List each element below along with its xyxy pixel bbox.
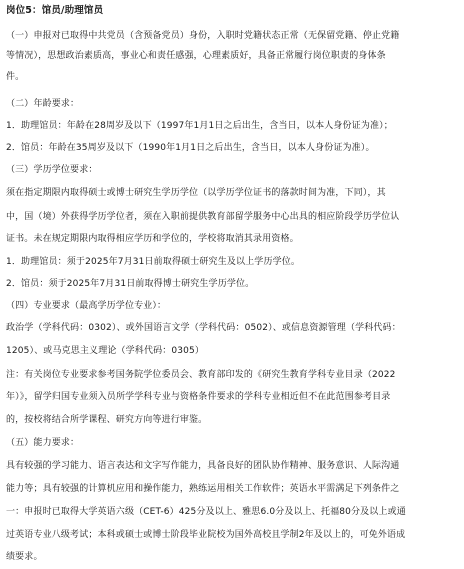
doc-line: 证书。未在规定期限内取得相应学历和学位的，学校将取消其录用资格。	[6, 234, 299, 244]
doc-line: 注：有关岗位专业要求参考国务院学位委员会、教育部印发的《研究生教育学科专业目录（2022	[6, 370, 396, 380]
doc-line: 过英语专业八级考试；本科或硕士或博士阶段毕业院校为国外高校且学制2年及以上的，可免外语成	[6, 530, 406, 540]
doc-line: 件。	[6, 72, 25, 82]
doc-line: 1．助理馆员：须于2025年7月31日前取得硕士研究生及以上学历学位。	[6, 257, 301, 267]
doc-line: （一）申报对已取得中共党员（含预备党员）身份，入职时党籍状态正常（无保留党籍、停止党籍	[6, 31, 400, 41]
doc-line: 须在指定期限内取得硕士或博士研究生学历学位（以学历学位证书的落款时间为准，下同），其	[6, 188, 386, 198]
doc-title: 岗位5：馆员/助理馆员	[6, 5, 104, 16]
section-heading: （五）能力要求：	[6, 438, 80, 448]
doc-line: 的，按校将结合所学课程、研究方向等进行审鉴。	[6, 415, 208, 425]
doc-line: 年）》，留学归国专业须入员所学学科专业与资格条件要求的学科专业相近但不在此范围参考目录	[6, 392, 391, 402]
doc-line: 等情况），思想政治素质高，事业心和责任感强，心理素质好，具备正常履行岗位职责的身体条	[6, 51, 386, 61]
doc-line: 能力等；具有较强的计算机应用和操作能力，熟练运用相关工作软件；英语水平需满足下列条件之	[6, 484, 400, 494]
doc-line: 1．助理馆员：年龄在28周岁及以下（1997年1月1日之后出生，含当日，以本人身份证为准）；	[6, 121, 393, 131]
doc-line: 中，国（境）外获得学历学位者，须在入职前提供教育部留学服务中心出具的相应阶段学历学位认	[6, 212, 400, 222]
doc-line: 1205）、或马克思主义理论（学科代码：0305）	[6, 346, 205, 356]
section-heading: （二）年龄要求：	[6, 99, 80, 109]
doc-line: 一：申报时已取得大学英语六级（CET-6）425分及以上、雅思6.0分及以上、托福80分及以上或通	[6, 507, 406, 517]
doc-line: 2．馆员：年龄在35周岁及以下（1990年1月1日之后出生，含当日，以本人身份证为准）。	[6, 143, 375, 153]
doc-line: 绩要求。	[6, 552, 43, 562]
section-heading: （四）专业要求（最高学历学位专业）：	[6, 301, 167, 311]
doc-line: 2．馆员：须于2025年7月31日前取得博士研究生学历学位。	[6, 279, 255, 289]
doc-line: 具有较强的学习能力、语言表达和文字写作能力，具备良好的团队协作精神、服务意识、人际沟通	[6, 461, 400, 471]
section-heading: （三）学历学位要求：	[6, 165, 98, 175]
doc-line: 政治学（学科代码：0302）、或外国语言文学（学科代码：0502）、或信息资源管理（学科代码：	[6, 323, 401, 333]
